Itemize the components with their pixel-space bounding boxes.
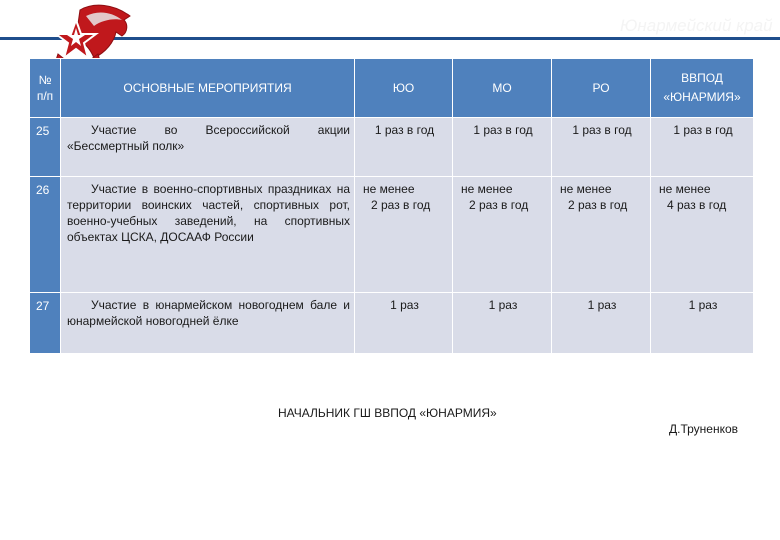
- header-ro: РО: [552, 59, 651, 118]
- frequency-vvpod: 1 раз: [651, 293, 754, 354]
- signature-name: Д.Труненков: [669, 422, 739, 436]
- event-description: Участие в юнармейском новогоднем бале и юнармейской новогодней ёлке: [61, 293, 355, 354]
- frequency-value: 2 раз в год: [469, 198, 529, 212]
- frequency-value: 2 раз в год: [371, 198, 431, 212]
- table-row: [30, 293, 754, 354]
- header-event: ОСНОВНЫЕ МЕРОПРИЯТИЯ: [61, 59, 355, 118]
- frequency-mo: 1 раз в год: [453, 118, 552, 177]
- frequency-ro: 1 раз: [552, 293, 651, 354]
- row-number: 27: [30, 293, 61, 354]
- header-yo: ЮО: [355, 59, 453, 118]
- frequency-value: 2 раз в год: [568, 198, 628, 212]
- event-description: Участие в военно-спортивных праздниках на территории воинских частей, спортивных рот, военно-учебных заведений, на спортивных объектах ЦСКА, ДОСААФ России: [61, 177, 355, 293]
- frequency-yo: 1 раз в год: [355, 118, 453, 177]
- frequency-min-label: не менее: [363, 182, 415, 196]
- row-number: 26: [30, 177, 61, 293]
- signature-title: НАЧАЛЬНИК ГШ ВВПОД «ЮНАРМИЯ»: [278, 406, 497, 420]
- frequency-yo: 1 раз: [355, 293, 453, 354]
- frequency-min-label: не менее: [659, 182, 711, 196]
- events-table: [29, 58, 754, 354]
- events-table-wrapper: [29, 58, 753, 352]
- frequency-value: 4 раз в год: [667, 198, 727, 212]
- frequency-ro: 1 раз в год: [552, 118, 651, 177]
- frequency-vvpod: 1 раз в год: [651, 118, 754, 177]
- header-mo: МО: [453, 59, 552, 118]
- header-vvpod: ВВПОД «ЮНАРМИЯ»: [651, 59, 754, 118]
- row-number: 25: [30, 118, 61, 177]
- frequency-min-label: не менее: [560, 182, 612, 196]
- frequency-mo: [453, 177, 552, 293]
- frequency-vvpod: [651, 177, 754, 293]
- table-row: [30, 118, 754, 177]
- frequency-min-label: не менее: [461, 182, 513, 196]
- table-header-row: [30, 59, 754, 118]
- frequency-mo: 1 раз: [453, 293, 552, 354]
- event-description: Участие во Всероссийской акции «Бессмертный полк»: [61, 118, 355, 177]
- header-num: № п/п: [30, 59, 61, 118]
- frequency-yo: [355, 177, 453, 293]
- frequency-ro: [552, 177, 651, 293]
- table-row: [30, 177, 754, 293]
- header-ghost-text: Юнармейский край: [620, 16, 773, 35]
